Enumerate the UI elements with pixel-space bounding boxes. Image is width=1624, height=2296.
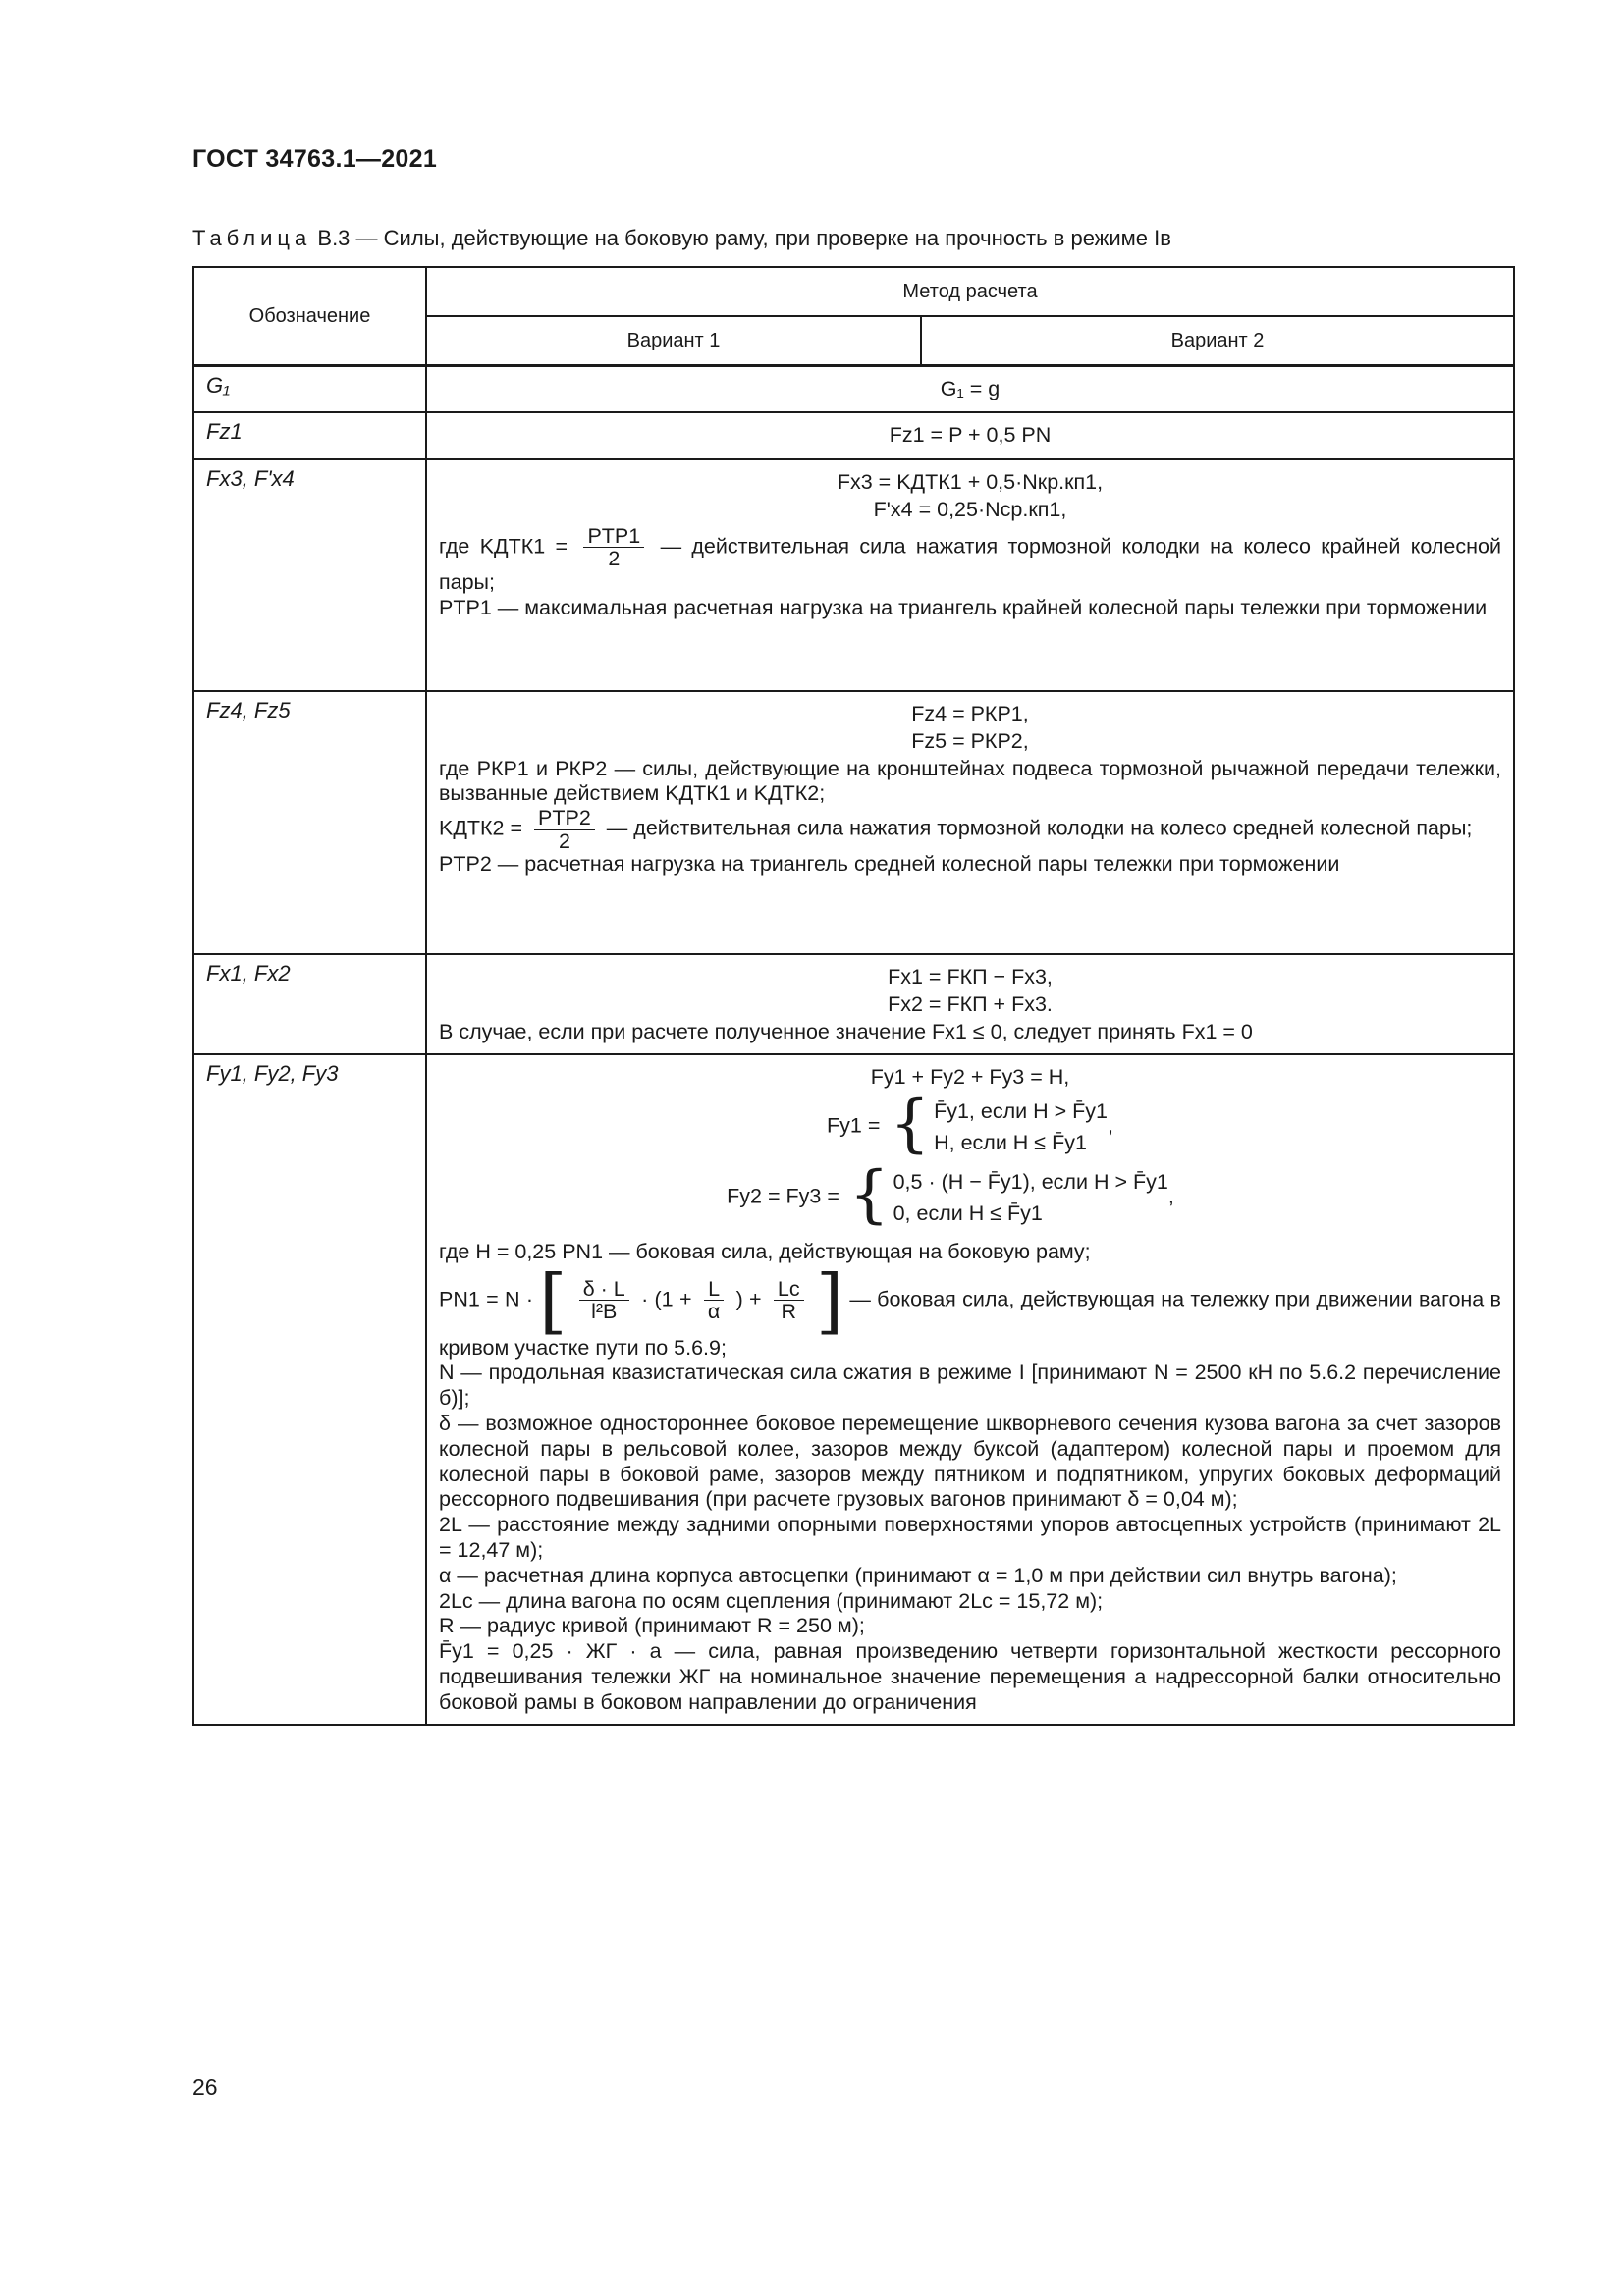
table-row — [193, 459, 1514, 691]
header-designation: Обозначение — [193, 267, 426, 365]
document-header: ГОСТ 34763.1—2021 — [192, 145, 438, 173]
left-brace-icon: { — [848, 1157, 890, 1231]
fraction: $\frac{L}{\alpha}$ — [704, 1278, 724, 1323]
symbol-cell: Fz1 — [193, 412, 426, 459]
table-row — [193, 691, 1514, 954]
r-definition: R — радиус кривой (принимают R = 250 м); — [439, 1614, 865, 1638]
fraction: $\frac{Lс}{R}$ — [774, 1278, 804, 1323]
page-number: 26 — [192, 2074, 218, 2100]
formula-fz1: Fz1 = P + 0,5 PN — [889, 423, 1052, 448]
right-bracket-icon: ] — [815, 1258, 844, 1342]
ptr1-definition: PТР1 — максимальная расчетная нагрузка на триангель крайней колесной пары тележки при торможении — [439, 595, 1488, 619]
table-row — [193, 412, 1514, 459]
formula-fy23: Fy2 = Fy3 = { 0,5 · (H − F̄y1), если H > F̄y1 0, если H ≤ F̄y1 , — [727, 1157, 1174, 1231]
formula-fz4: Fz4 = PКР1, — [911, 702, 1029, 726]
formula-cell — [426, 365, 1514, 412]
symbol-cell: Fx3, F'x4 — [193, 459, 426, 691]
pn1-definition: PN1 = N · [ $\frac{\delta \cdot L}{\text{l²В}}$ · (1 + $\frac{L}{\alpha}$ ) + $\frac{Lс}{R}$ ] — боковая сила, действующая на тележку при движении вагона в кривом участке пути по 5.6.9; — [439, 1258, 1501, 1360]
fraction: $\frac{\delta \cdot L}{\text{l²В}}$ — [579, 1278, 629, 1323]
formula-fx1: Fx1 = FКП − Fx3, — [888, 965, 1053, 989]
formula-cell — [426, 954, 1514, 1054]
table-row — [193, 954, 1514, 1054]
k1-definition: где KДТК1 = $\frac{\text{PТР1}}{2}$ — действительная сила нажатия тормозной колодки на колесо крайней колесной пары; — [439, 523, 1501, 594]
ptr2-definition: PТР2 — расчетная нагрузка на триангель средней колесной пары тележки при торможении — [439, 852, 1340, 877]
alpha-definition: α — расчетная длина корпуса автосцепки (принимают α = 1,0 м при действии сил внутрь вагона); — [439, 1563, 1397, 1587]
header-variant-1: Вариант 1 — [426, 316, 921, 365]
formula-fx4: F'x4 = 0,25·Nср.кп1, — [873, 497, 1067, 521]
formula-fy1: Fy1 = { F̄y1, если H > F̄y1 H, если H ≤ F̄y1 , — [827, 1087, 1113, 1160]
formula-g1: G₁ = g — [940, 376, 1001, 400]
header-variant-2: Вариант 2 — [921, 316, 1514, 365]
header-method: Метод расчета — [426, 267, 1514, 316]
left-brace-icon: { — [890, 1087, 931, 1160]
lc-definition: 2Lс — длина вагона по осям сцепления (принимают 2Lс = 15,72 м); — [439, 1588, 1104, 1613]
table-row — [193, 365, 1514, 412]
formula-cell — [426, 1054, 1514, 1725]
fbar-definition: F̄y1 = 0,25 · ЖГ · a — сила, равная произведению четверти горизонтальной жесткости рессорного подвешивания тележки ЖГ на номинальное значение перемещения a надрессорной балки относительно боковой рамы в боковом направлении до ограничения — [439, 1639, 1501, 1714]
table-row — [193, 1054, 1514, 1725]
formula-cell — [426, 459, 1514, 691]
caption-prefix: Таблица — [192, 226, 312, 250]
fraction: $\frac{\text{PТР2}}{2}$ — [534, 807, 595, 852]
formula-cell — [426, 691, 1514, 954]
caption-number: В.3 — [317, 226, 351, 250]
formula-fx3: Fx3 = KДТК1 + 0,5·Nкр.кп1, — [837, 470, 1104, 495]
forces-table — [192, 266, 1515, 1726]
formula-fx2: Fx2 = FКП + Fx3. — [888, 991, 1053, 1016]
caption-title: — Силы, действующие на боковую раму, при проверке на прочность в режиме Iв — [350, 226, 1171, 250]
symbol-cell: Fz4, Fz5 — [193, 691, 426, 954]
delta-definition: δ — возможное одностороннее боковое перемещение шкворневого сечения кузова вагона за счет зазоров колесной пары в рельсовой колее, зазоров между буксой (адаптером) колесной пары и проемом для колесной пары в боковой раме, зазоров между пятником и подпятником, упругих боковых деформаций рессорного подвешивания (при расчете грузовых вагонов принимают δ = 0,04 м); — [439, 1412, 1501, 1512]
table-caption — [192, 226, 1508, 251]
symbol-cell: Fx1, Fx2 — [193, 954, 426, 1054]
l2-definition: 2L — расстояние между задними опорными поверхностями упоров автосцепных устройств (принимают 2L = 12,47 м); — [439, 1513, 1501, 1563]
k2-definition: KДТК2 = $\frac{\text{PТР2}}{2}$ — действительная сила нажатия тормозной колодки на колесо средней колесной пары; — [439, 806, 1473, 853]
formula-fy-sum: Fy1 + Fy2 + Fy3 = H, — [870, 1065, 1070, 1090]
formula-fz5: Fz5 = PКР2, — [911, 728, 1029, 753]
formula-cell — [426, 412, 1514, 459]
h-definition: где H = 0,25 PN1 — боковая сила, действующая на боковую раму; — [439, 1239, 1091, 1263]
left-bracket-icon: [ — [539, 1258, 568, 1342]
n-definition: N — продольная квазистатическая сила сжатия в режиме I [принимают N = 2500 кН по 5.6.2 перечисление б)]; — [439, 1361, 1501, 1411]
fraction: $\frac{\text{PТР1}}{2}$ — [583, 525, 644, 570]
symbol-cell: Fy1, Fy2, Fy3 — [193, 1054, 426, 1725]
pkr-definition: где PКР1 и PКР2 — силы, действующие на кронштейнах подвеса тормозной рычажной передачи тележки, вызванные действием KДТК1 и KДТК2; — [439, 756, 1501, 806]
fx1-note: В случае, если при расчете полученное значение Fx1 ≤ 0, следует принять Fx1 = 0 — [439, 1019, 1253, 1043]
symbol-cell: G₁ — [193, 365, 426, 412]
